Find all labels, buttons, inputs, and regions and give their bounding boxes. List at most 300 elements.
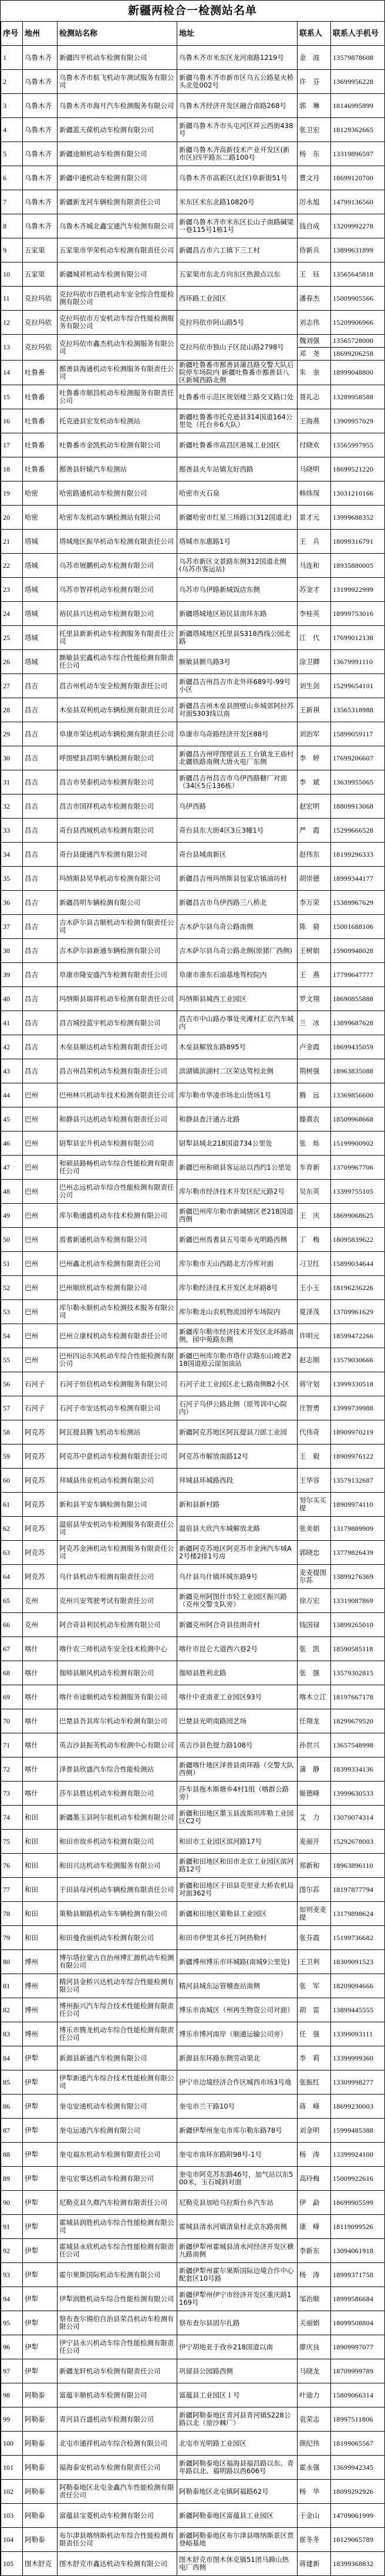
phone-cell: 13399924100 (331, 2143, 385, 2167)
address-cell: 尼勒克县加哈乌拉斯台乡汽车站 (177, 2191, 298, 2215)
station-name-cell: 巴州顺欣机动车检测有限公司 (58, 1276, 177, 1300)
row-number: 45 (1, 1107, 23, 1132)
row-number: 64 (1, 1565, 23, 1589)
address-cell: 图木舒克市图木休克镇51团马蹄山热电厂西侧 (177, 2552, 298, 2576)
contact-cell: 严 霞 (298, 819, 331, 843)
contact-cell: 颜纪伟 (298, 2432, 331, 2456)
phone-cell: 13999688352 (331, 506, 385, 530)
station-name-cell: 新源县新通汽车检测有限公司 (58, 2046, 177, 2070)
contact-cell: 关丽娟 (298, 2311, 331, 2335)
station-table (1, 22, 385, 2576)
contact-cell: 代伟奇 (298, 1420, 331, 1444)
table-row (1, 1083, 385, 1107)
row-number: 25 (1, 626, 23, 650)
region-cell: 喀什 (23, 1685, 58, 1709)
contact-cell: 张 凯 (298, 1637, 331, 1661)
contact-cell: 荆树强 (298, 1059, 331, 1083)
station-name-cell: 博乐市腾龙机动车综合性能检测有限责任公司 (58, 2022, 177, 2046)
address-cell: 乌鲁木齐市米东区龙河南路1219号 (177, 46, 298, 70)
region-cell: 塔城 (23, 602, 58, 626)
row-number: 51 (1, 1252, 23, 1276)
table-row (1, 987, 385, 1011)
contact-cell: 郭 琳 (298, 94, 331, 118)
table-row (1, 262, 385, 287)
row-number: 9 (1, 238, 23, 262)
phone-cell: 15199736682 (331, 1926, 385, 1950)
region-cell: 昌吉 (23, 1059, 58, 1083)
contact-cell: 杨 涛 (298, 2263, 331, 2287)
table-row (1, 118, 385, 142)
address-cell: 察布查尔县固尔扎路 (177, 2311, 298, 2335)
phone-cell: 18963835088 (331, 1059, 385, 1083)
row-number: 21 (1, 530, 23, 554)
station-name-cell: 富蕴县宝菱机动车检测有限公司 (58, 2504, 177, 2528)
contact-cell: 吴东英 (298, 1180, 331, 1204)
station-name-cell: 阿克苏中意机动车检测有限责任公司 (58, 1444, 177, 1469)
region-cell: 伊犁 (23, 2287, 58, 2311)
row-number: 69 (1, 1685, 23, 1709)
row-number: 83 (1, 2022, 23, 2046)
phone-cell: 18935880005 (331, 554, 385, 578)
contact-cell: 杨 涛 (298, 2143, 331, 2167)
station-name-cell: 奎屯福东机动车检测有限责任公司 (58, 2143, 177, 2167)
address-cell: 塔城市东惠路1号 (177, 530, 298, 554)
table-row (1, 335, 385, 361)
row-number: 33 (1, 819, 23, 843)
table-row (1, 746, 385, 770)
station-name-cell: 伽师县顺风机动车检测有限公司 (58, 1661, 177, 1685)
table-row (1, 963, 385, 987)
address-cell: 新疆塔城地区裕民县南环东路 (177, 602, 298, 626)
contact-cell: 滕熹农 (298, 1107, 331, 1132)
region-cell: 巴州 (23, 1180, 58, 1204)
station-name-cell: 昌吉城投蓝宇机动车检测有限公司 (58, 1011, 177, 1035)
phone-cell: 13699942345 (331, 2456, 385, 2480)
phone-cell: 13899265010 (331, 1613, 385, 1637)
contact-cell: 胡 雷 (298, 1998, 331, 2022)
region-cell: 昌吉 (23, 819, 58, 843)
row-number: 50 (1, 1228, 23, 1252)
address-cell: 乌鲁木齐经济开发区融合南路268号 (177, 94, 298, 118)
station-name-cell: 木垒县顺达机动车检测有限责任公司 (58, 1035, 177, 1059)
region-cell: 昌吉 (23, 891, 58, 915)
row-number: 32 (1, 794, 23, 819)
region-cell: 伊犁 (23, 2119, 58, 2143)
contact-cell: 孙世兴 (298, 1733, 331, 1757)
contact-cell: 霍永强 (298, 2456, 331, 2480)
address-cell: 奎屯市兰干路10号 (177, 2095, 298, 2119)
phone-cell: 18909974110 (331, 1493, 385, 1517)
station-name-cell: 布尔津县喀纳斯机动车综合性能检测有限责任公司 (58, 2528, 177, 2552)
row-number: 4 (1, 118, 23, 142)
phone-cell: 18209094666 (331, 1974, 385, 1998)
table-row (1, 287, 385, 311)
row-number: 36 (1, 891, 23, 915)
station-name-cell: 策勒县顺路机动车车辆检测有限公司 (58, 1902, 177, 1926)
row-number: 58 (1, 1420, 23, 1444)
address-cell: 新疆伊犁州奎屯市库尔勒东路78号 (177, 2119, 298, 2143)
contact-cell: 麦丽开 (298, 1830, 331, 1854)
address-cell: 新疆喀什地区泽普县南环路（交警大队西侧） (177, 1757, 298, 1782)
row-number: 54 (1, 1324, 23, 1348)
phone-cell: 18699435059 (331, 1035, 385, 1059)
contact-cell: 姬德峰 (298, 1782, 331, 1806)
address-cell: 吐鲁番市示范区规划楼兰路交叉路口处 (177, 385, 298, 409)
address-cell: 新疆吐鲁番市托克逊县314国道164公里处（托台乡6大队） (177, 409, 298, 433)
address-cell: 新疆和田地区墨玉县波斯坦库勒工业园区C2号 (177, 1806, 298, 1830)
region-cell: 伊犁 (23, 2335, 58, 2359)
region-cell: 和田 (23, 1926, 58, 1950)
address-cell: 石河子乌伊公路北侧（原驾训中心院内） (177, 1396, 298, 1420)
station-name-cell: 新和县平安车辆检测有限公司 (58, 1493, 177, 1517)
station-name-cell: 和静县兴达机动车检测有限责任公司 (58, 1107, 177, 1132)
table-row (1, 2070, 385, 2095)
phone-cell: 15001688106 (331, 915, 385, 939)
row-number: 27 (1, 674, 23, 698)
region-cell: 克拉玛依 (23, 287, 58, 311)
station-name-cell: 克拉玛依市鑫杰机动车检测服务有限公司 (58, 335, 177, 361)
region-cell: 喀什 (23, 1733, 58, 1757)
region-cell: 哈密 (23, 481, 58, 506)
region-cell: 克州 (23, 1613, 58, 1637)
station-name-cell: 奇台县西域机动车检测有限公司 (58, 819, 177, 843)
address-cell: 木垒县解放东路895号 (177, 1035, 298, 1059)
station-name-cell: 富蕴丰顺机动车检测有限公司 (58, 2383, 177, 2407)
table-row (1, 1204, 385, 1228)
contact-cell: 许明元 (298, 1324, 331, 1348)
contact-cell: 李 婷 (298, 746, 331, 770)
contact-cell: 李 莉 (298, 2046, 331, 2070)
phone-cell: 13639955065 (331, 770, 385, 794)
station-name-cell: 阿瓦提县腾飞机动车检测站 (58, 1420, 177, 1444)
row-number: 63 (1, 1541, 23, 1565)
region-cell: 巴州 (23, 1204, 58, 1228)
region-cell: 阿克苏 (23, 1517, 58, 1541)
region-cell: 伊犁 (23, 2046, 58, 2070)
phone-cell: 13999739988 (331, 1396, 385, 1420)
contact-cell: 赵宏明 (298, 794, 331, 819)
table-row (1, 238, 385, 262)
row-number: 105 (1, 2552, 23, 2576)
phone-cell: 13579030666 (331, 1348, 385, 1372)
contact-cell: 王海燕 (298, 409, 331, 433)
region-cell: 巴州 (23, 1156, 58, 1180)
address-cell: 和静县查汗通古北路 (177, 1107, 298, 1132)
table-row (1, 1926, 385, 1950)
region-cell: 石河子 (23, 1396, 58, 1420)
contact-cell: 刘志伟 (298, 311, 331, 335)
region-cell: 阿克苏 (23, 1469, 58, 1493)
row-number: 99 (1, 2407, 23, 2432)
phone-cell: 18699068625 (331, 1204, 385, 1228)
station-name-cell: 昌吉州昌荣机动车检测有限责任公司 (58, 1059, 177, 1083)
table-row (1, 2383, 385, 2407)
phone-cell: 18999586684 (331, 2287, 385, 2311)
row-number: 19 (1, 481, 23, 506)
phone-cell: 13909957029 (331, 409, 385, 433)
phone-cell: 17699012138 (331, 626, 385, 650)
phone-cell: 13070074314 (331, 1806, 385, 1830)
row-number: 1 (1, 46, 23, 70)
region-cell: 乌鲁木齐 (23, 70, 58, 94)
station-name-cell: 五家渠市华荣机动车检测有限责任公司 (58, 238, 177, 262)
address-cell: 霍城县清水河镇清泉村北京东路南侧 (177, 2215, 298, 2239)
phone-cell: 15299666528 (331, 819, 385, 843)
contact-cell: 聂礼志 (298, 385, 331, 409)
phone-cell: 13399755105 (331, 1180, 385, 1204)
row-number: 20 (1, 506, 23, 530)
station-name-cell: 托里县新新机动车检测服务有限责任公司 (58, 626, 177, 650)
address-cell: 北屯市光明路工业园区 (177, 2432, 298, 2456)
station-name-cell: 托克逊县宏发机动车检测站 (58, 409, 177, 433)
station-name-cell: 乌鲁木齐市航飞机动车测试服务有限公司 (58, 70, 177, 94)
table-row (1, 1469, 385, 1493)
table-row (1, 1180, 385, 1204)
address-cell: 新疆阿勒泰地区福海县福昌路以东、青年路以北、福明路以西606号 (177, 2456, 298, 2480)
station-name-cell: 克拉玛依市万安机动车综合性能检测服务有限公司 (58, 311, 177, 335)
table-row (1, 530, 385, 554)
table-row (1, 2022, 385, 2046)
row-number: 52 (1, 1276, 23, 1300)
row-number: 43 (1, 1059, 23, 1083)
station-name-cell: 乌什县机动车检测有限责任公司 (58, 1565, 177, 1589)
table-row (1, 843, 385, 867)
row-number: 26 (1, 650, 23, 674)
phone-cell: 18509968668 (331, 1107, 385, 1132)
region-cell: 昌吉 (23, 963, 58, 987)
station-name-cell: 精河县金桥兴达机动车综合性能检测有限公司 (58, 1974, 177, 1998)
contact-cell: 喀木立江 (298, 1685, 331, 1709)
table-row (1, 385, 385, 409)
address-cell: 新疆昌吉州昌吉市北外环689号-99号小区 (177, 674, 298, 698)
phone-cell: 18590585118 (331, 1637, 385, 1661)
contact-cell: 夏泽茂 (298, 1300, 331, 1324)
table-row (1, 2143, 385, 2167)
row-number: 94 (1, 2287, 23, 2311)
phone-cell: 13209992278 (331, 214, 385, 238)
row-number: 7 (1, 190, 23, 214)
address-cell: 新疆巴州和硕县客运站以西约1公里处 (177, 1156, 298, 1180)
table-row (1, 1348, 385, 1372)
phone-cell: 18399334136 (331, 1757, 385, 1782)
row-number: 57 (1, 1396, 23, 1420)
row-number: 103 (1, 2504, 23, 2528)
phone-cell: 18099316791 (331, 530, 385, 554)
address-cell: 奇台县东大街4区3丘3幢1号 (177, 819, 298, 843)
region-cell: 巴州 (23, 1083, 58, 1107)
station-name-cell: 哈密车友机动车辆检测站有限公司 (58, 506, 177, 530)
address-cell: 滨湖镇滨湖村二区荣达驾校北侧 (177, 1059, 298, 1083)
table-row (1, 1757, 385, 1782)
table-row (1, 1950, 385, 1974)
station-name-cell: 新疆中通机动车检测有限公司 (58, 166, 177, 190)
phone-cell: 18699120700 (331, 166, 385, 190)
station-name-cell: 额敏县宏鑫机动车综合性能检测有限责任公司 (58, 650, 177, 674)
station-name-cell: 玛纳斯县瑞祥机动车检测有限责任公司 (58, 987, 177, 1011)
address-cell: 新疆伊犁州伊宁市经济开发区重庆路1169号 (177, 2287, 298, 2311)
address-cell: 新疆乌鲁木齐市米东区长山子南路碱梁一巷115号1栋1号 (177, 214, 298, 238)
row-number: 79 (1, 1926, 23, 1950)
contact-cell: 廖庆良 (298, 2335, 331, 2359)
contact-cell: 图尔荪 (298, 1878, 331, 1902)
row-number: 95 (1, 2311, 23, 2335)
phone-cell: 18909970219 (331, 1420, 385, 1444)
table-row (1, 2456, 385, 2480)
contact-cell: 马晓龙 (298, 2359, 331, 2383)
contact-cell: 厉永旭 (298, 190, 331, 214)
row-number: 93 (1, 2263, 23, 2287)
phone-cell: 13579878608 (331, 46, 385, 70)
region-cell: 伊犁 (23, 2070, 58, 2095)
region-cell: 伊犁 (23, 2215, 58, 2239)
address-cell: 石河子北工业园区北七路南侧B2小区 (177, 1372, 298, 1396)
phone-cell: 13565645818 (331, 262, 385, 287)
station-name-cell: 新疆四平机动车检测有限公司 (58, 46, 177, 70)
region-cell: 昌吉 (23, 915, 58, 939)
table-row (1, 1059, 385, 1083)
region-cell: 喀什 (23, 1782, 58, 1806)
phone-cell: 13779826439 (331, 1541, 385, 1565)
phone-cell: 18809913068 (331, 794, 385, 819)
contact-cell: 李桂英 (298, 602, 331, 626)
row-number: 89 (1, 2167, 23, 2191)
address-cell: 富蕴县工业园区１号 (177, 2383, 298, 2407)
table-row (1, 2095, 385, 2119)
phone-cell: 18196236226 (331, 1276, 385, 1300)
phone-cell: 15292678003 (331, 1830, 385, 1854)
table-row (1, 1420, 385, 1444)
phone-cell: 13199922999 (331, 578, 385, 602)
address-cell: 和田市工业园区滨河路17号 (177, 1830, 298, 1854)
address-cell: 伽师县胜利北路 (177, 1661, 298, 1685)
table-row (1, 1107, 385, 1132)
region-cell: 克州 (23, 1589, 58, 1613)
table-row (1, 433, 385, 457)
row-number: 82 (1, 1998, 23, 2022)
contact-cell: 蒋守划 (298, 1372, 331, 1396)
table-row (1, 1830, 385, 1854)
station-name-cell: 图木舒克市鑫达机动车检测有限公司 (58, 2552, 177, 2576)
station-name-cell: 阜康市隆安盛汽车检测有限责任公司 (58, 963, 177, 987)
address-cell: 乌苏市乌伊路新城饭店东侧 (177, 578, 298, 602)
station-name-cell: 喀什市途顺机动车检测服务有限公司 (58, 1685, 177, 1709)
phone-cell: 13179898624 (331, 1902, 385, 1926)
station-name-cell: 昌吉市昊泰机动车检测有限公司 (58, 770, 177, 794)
address-cell: 克拉玛依市阿山路5号 (177, 311, 298, 335)
row-number: 75 (1, 1830, 23, 1854)
address-cell: 巩留县公园路西侧 (177, 2359, 298, 2383)
station-name-cell: 鄯善县海通机动车检测服务有限责任公司 (58, 361, 177, 385)
region-cell: 吐鲁番 (23, 409, 58, 433)
region-cell: 昌吉 (23, 770, 58, 794)
contact-cell: 景才元 (298, 506, 331, 530)
address-cell: 博乐市博河南岸（顺通运输公司旁） (177, 2022, 298, 2046)
station-name-cell: 尼勒克县久鼎汽车检测有限责任公司 (58, 2191, 177, 2215)
row-number: 78 (1, 1902, 23, 1926)
region-cell: 阿克苏 (23, 1493, 58, 1517)
region-cell: 巴州 (23, 1252, 58, 1276)
contact-cell: 高玲梅 (298, 2167, 331, 2191)
contact-cell: 韩炜琛 (298, 481, 331, 506)
phone-cell: 13309998277 (331, 2070, 385, 2095)
table-row (1, 1372, 385, 1396)
station-name-cell: 昌吉州机动车安全检测有限责任公司 (58, 674, 177, 698)
row-number: 8 (1, 214, 23, 238)
table-row (1, 457, 385, 481)
phone-cell: 15389967629 (331, 891, 385, 915)
region-cell: 阿勒泰 (23, 2456, 58, 2480)
station-name-cell: 巴楚县吾其库尔机动车检测有限公司 (58, 1709, 177, 1733)
phone-cell: 18197667178 (331, 1685, 385, 1709)
table-row (1, 2239, 385, 2263)
table-row (1, 2046, 385, 2070)
region-cell: 伊犁 (23, 2263, 58, 2287)
address-cell: 新疆博州博乐市环城路(南城9公里处) (177, 1950, 298, 1974)
region-cell: 克拉玛依 (23, 335, 58, 361)
address-cell: 新疆乌鲁木齐市头屯河区祥云西街438号 (177, 118, 298, 142)
region-cell: 塔城 (23, 650, 58, 674)
table-row (1, 722, 385, 746)
row-number: 42 (1, 1035, 23, 1059)
address-cell: 新疆阿勒泰地区青河县青河镇S228公路以北（原沙棘厂） (177, 2407, 298, 2432)
row-number: 81 (1, 1974, 23, 1998)
address-cell: 喀什市昆仑大道西六巷2号 (177, 1637, 298, 1661)
phone-cell: 13899276369 (331, 1565, 385, 1589)
contact-cell: 曹文月 (298, 166, 331, 190)
phone-cell: 13369856600 (331, 1083, 385, 1107)
contact-cell: 刘金明 (298, 2119, 331, 2143)
row-number: 2 (1, 70, 23, 94)
phone-cell: 14709061999 (331, 2504, 385, 2528)
phone-cell: 13579132687 (331, 1469, 385, 1493)
station-name-cell: 泽普县欣盛汽车综合性能检测站 (58, 1757, 177, 1782)
region-cell: 和田 (23, 1830, 58, 1854)
address-cell: 拜城县环城路西段 (177, 1469, 298, 1493)
region-cell: 吐鲁番 (23, 433, 58, 457)
table-row (1, 2311, 385, 2335)
phone-cell: 18909997077 (331, 2335, 385, 2359)
table-row (1, 2191, 385, 2215)
row-number: 67 (1, 1637, 23, 1661)
station-name-cell: 阿勒泰地区北屯金鑫汽车性能检测有限责任公司 (58, 2480, 177, 2504)
table-row (1, 2504, 385, 2528)
contact-cell: 蒋建新 (298, 2552, 331, 2576)
contact-cell: 崔冬冬 (298, 2528, 331, 2552)
contact-cell: 许 芬 (298, 70, 331, 94)
region-cell: 伊犁 (23, 2359, 58, 2383)
address-cell: 英吉沙县色提力路108号 (177, 1733, 298, 1757)
row-number: 48 (1, 1180, 23, 1204)
contact-cell: 马晓明 (298, 457, 331, 481)
station-name-cell: 和田市故乡机动车检测有限公司 (58, 1830, 177, 1854)
contact-cell: 钱国禄 (298, 1613, 331, 1637)
phone-cell: 13289958588 (331, 385, 385, 409)
contact-cell: 赵志刚 (298, 1348, 331, 1372)
row-number: 53 (1, 1300, 23, 1324)
station-name-cell: 尉犁县宏升机动车检测有限公司 (58, 1132, 177, 1156)
row-number: 55 (1, 1348, 23, 1372)
row-number: 101 (1, 2456, 23, 2480)
station-name-cell: 吐鲁番市金凯机动车检测有限公司 (58, 433, 177, 457)
table-row (1, 2119, 385, 2143)
phone-cell: 13399999360 (331, 2046, 385, 2070)
table-row (1, 1998, 385, 2022)
row-number: 44 (1, 1083, 23, 1107)
contact-cell: 庄智勇 (298, 1396, 331, 1420)
table-row (1, 142, 385, 166)
contact-cell: 胡崇德 (298, 867, 331, 891)
phone-cell: 17699206607 (331, 746, 385, 770)
